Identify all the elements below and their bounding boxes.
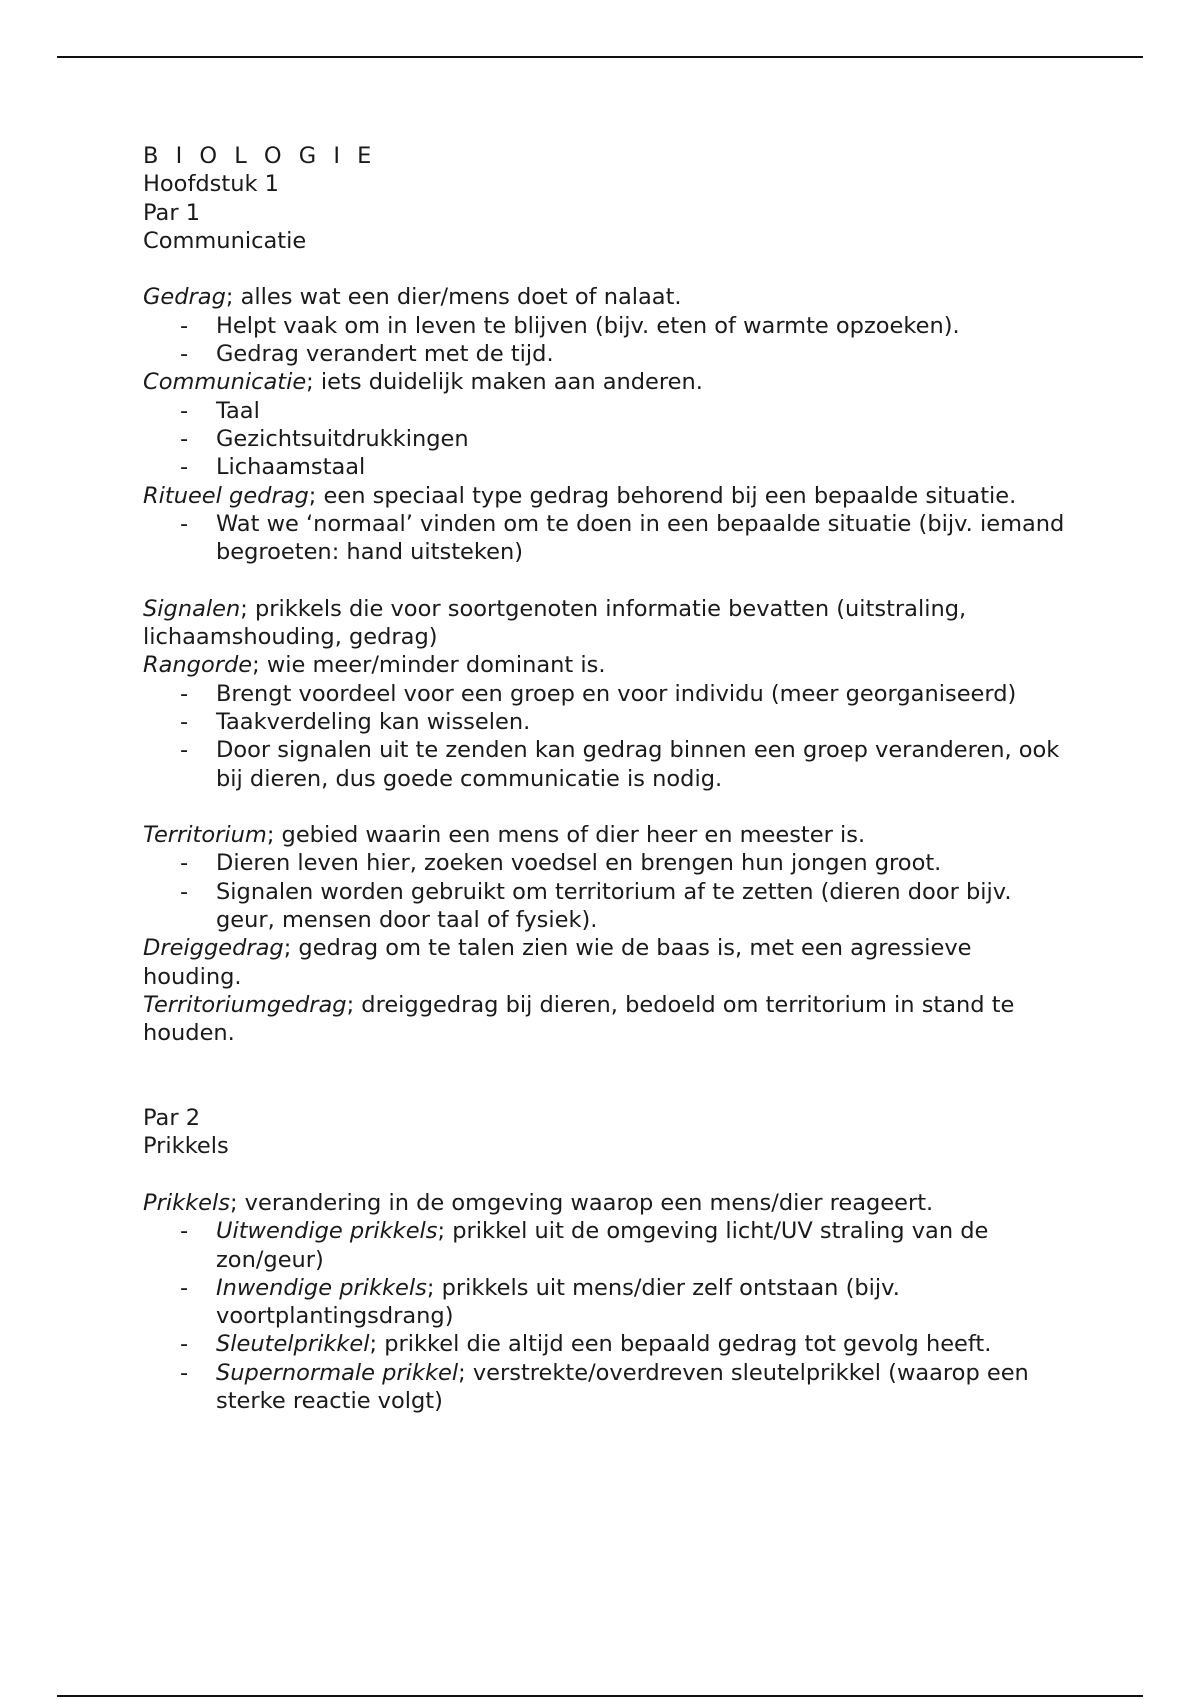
definition-territoriumgedrag: Territoriumgedrag; dreiggedrag bij dieren, bedoeld om territorium in stand te houden. (143, 991, 1015, 1047)
territorium-list (143, 849, 1073, 934)
list-item: - Dieren leven hier, zoeken voedsel en brengen hun jongen groot. (216, 849, 1073, 877)
list-item: - Supernormale prikkel; verstrekte/overdreven sleutelprikkel (waarop een sterke reactie volgt) (216, 1359, 1073, 1416)
definition-rangorde: Rangorde; wie meer/minder dominant is. (143, 652, 606, 679)
list-item: - Wat we ‘normaal’ vinden om te doen in een bepaalde situatie (bijv. iemand begroeten: hand uitsteken) (216, 510, 1073, 567)
bottom-rule (57, 1695, 1143, 1697)
chapter-heading: Hoofdstuk 1 (143, 171, 279, 198)
list-item: - Gezichtsuitdrukkingen (216, 425, 1073, 453)
list-item: - Signalen worden gebruikt om territorium af te zetten (dieren door bijv. geur, mensen door taal of fysiek). (216, 878, 1073, 935)
definition-communicatie: Communicatie; iets duidelijk maken aan anderen. (143, 369, 703, 396)
definition-dreiggedrag: Dreiggedrag; gedrag om te talen zien wie de baas is, met een agressieve houding. (143, 935, 972, 990)
list-item: - Taakverdeling kan wisselen. (216, 708, 1073, 736)
section-subject: Prikkels (143, 1133, 229, 1160)
communicatie-list (143, 397, 1073, 482)
list-item: - Taal (216, 397, 1073, 425)
list-item: - Inwendige prikkels; prikkels uit mens/dier zelf ontstaan (bijv. voortplantingsdrang) (216, 1274, 1073, 1331)
definition-gedrag: Gedrag; alles wat een dier/mens doet of nalaat. (143, 284, 682, 311)
definition-territorium: Territorium; gebied waarin een mens of dier heer en meester is. (143, 822, 866, 849)
list-item: - Door signalen uit te zenden kan gedrag binnen een groep veranderen, ook bij dieren, dus goede communicatie is nodig. (216, 736, 1073, 793)
definition-ritueel-gedrag: Ritueel gedrag; een speciaal type gedrag behorend bij een bepaalde situatie. (143, 482, 1017, 509)
definition-prikkels: Prikkels; verandering in de omgeving waarop een mens/dier reageert. (143, 1189, 934, 1216)
list-item: - Uitwendige prikkels; prikkel uit de omgeving licht/UV straling van de zon/geur) (216, 1217, 1073, 1274)
list-item: - Helpt vaak om in leven te blijven (bijv. eten of warmte opzoeken). (216, 312, 1073, 340)
top-rule (57, 56, 1143, 58)
list-item: - Brengt voordeel voor een groep en voor individu (meer georganiseerd) (216, 680, 1073, 708)
section-number: Par 1 (143, 199, 201, 226)
document-body (143, 142, 1073, 1415)
section-subject: Communicatie (143, 227, 307, 254)
rangorde-list (143, 680, 1073, 793)
list-item: - Lichaamstaal (216, 453, 1073, 481)
definition-signalen: Signalen; prikkels die voor soortgenoten informatie bevatten (uitstraling, lichaamshouding, gedrag) (143, 595, 967, 651)
ritueel-list (143, 510, 1073, 567)
gedrag-list (143, 312, 1073, 369)
document-title: B I O L O G I E (143, 143, 377, 169)
prikkels-list (143, 1217, 1073, 1415)
list-item: - Gedrag verandert met de tijd. (216, 340, 1073, 368)
section-number: Par 2 (143, 1105, 201, 1132)
list-item: - Sleutelprikkel; prikkel die altijd een bepaald gedrag tot gevolg heeft. (216, 1330, 1073, 1358)
